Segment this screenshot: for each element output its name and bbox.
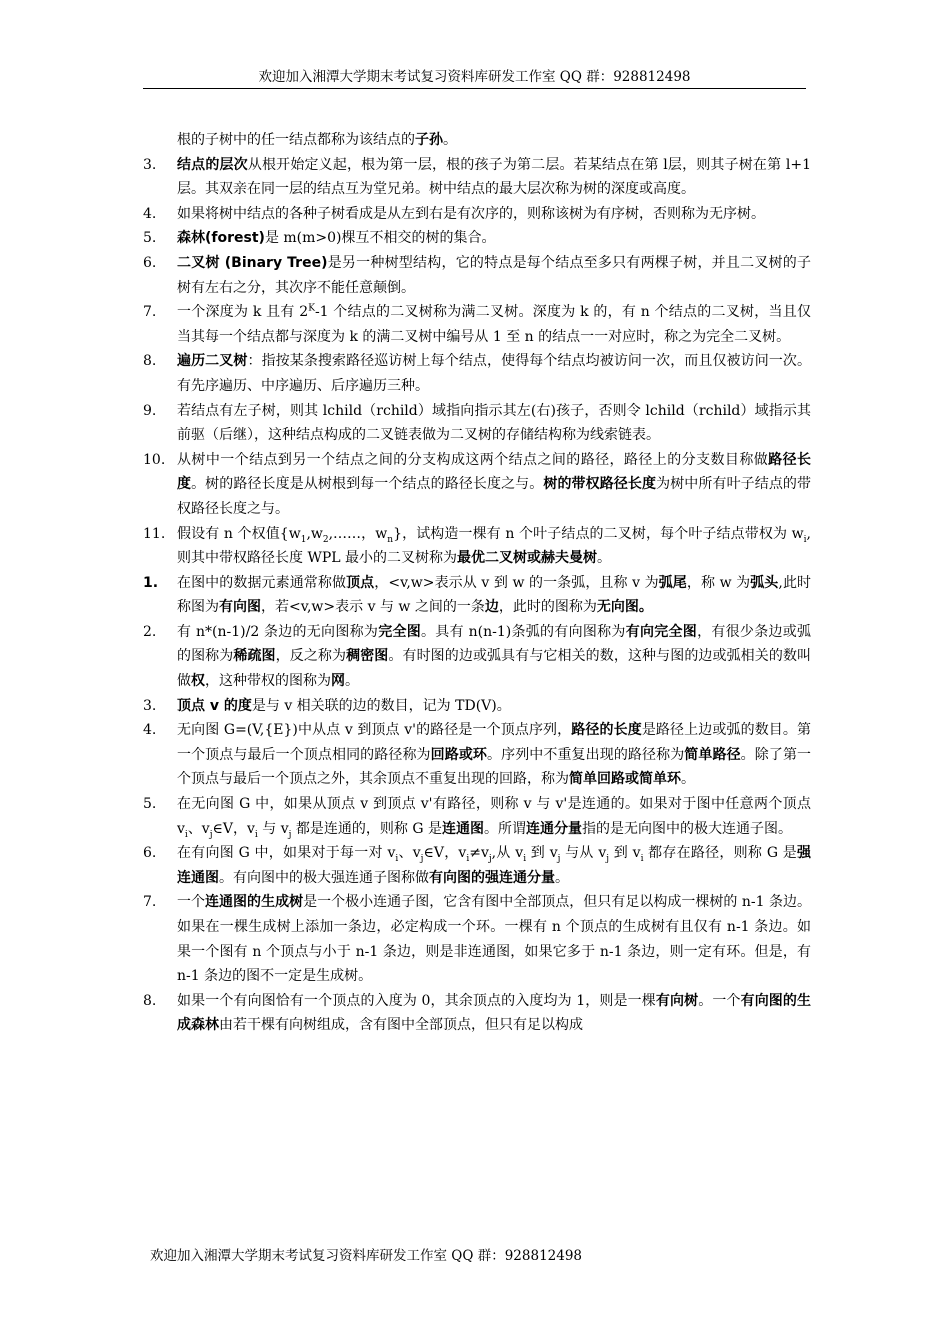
item-number: 9. xyxy=(143,402,157,419)
text-run: ，<v,w>表示从 v 到 w 的一条弧，且称 v 为 xyxy=(374,574,659,591)
subscript: j xyxy=(557,854,561,865)
bold-term: 有向树 xyxy=(655,992,699,1009)
text-run: 是与 v 相关联的边的数目，记为 TD(V)。 xyxy=(251,697,511,714)
text-run: 。有时图的边或弧具有与它相关的数，这种与图的边或弧相关的数叫做 xyxy=(177,648,812,690)
bold-term: 弧头 xyxy=(750,574,779,591)
text-run: ，此时的图称为 xyxy=(498,599,597,616)
text-run: 。一个 xyxy=(698,992,741,1009)
list-item xyxy=(143,989,811,1038)
bold-term: 有向图的生成森林 xyxy=(177,992,812,1034)
bold-term: 无向图。 xyxy=(596,599,653,616)
text-run: ,从 v xyxy=(491,845,524,862)
item-text xyxy=(177,202,811,227)
item-number: 3. xyxy=(143,697,157,714)
text-run: 在无向图 G 中，如果从顶点 v 到顶点 v'有路径，则称 v 与 v'是连通的。如果对于图中任意两个顶点 v xyxy=(177,796,811,837)
list-item xyxy=(143,448,811,522)
text-run: 。 xyxy=(597,550,612,567)
text-run: 到 v xyxy=(609,845,641,862)
bold-term: 顶点 v 的度 xyxy=(177,697,252,714)
text-run: 在有向图 G 中，如果对于每一对 v xyxy=(177,845,396,862)
text-run: ，反之称为 xyxy=(275,648,347,665)
subscript: 2 xyxy=(322,534,329,545)
page-header: 欢迎加入湘潭大学期末考试复习资料库研发工作室 QQ 群：928812498 xyxy=(143,66,806,89)
bold-term: 简单路径 xyxy=(684,746,741,763)
item-number: 7. xyxy=(143,894,157,911)
list-item xyxy=(143,792,811,841)
text-run: }，试构造一棵有 n 个叶子结点的二叉树，每个叶子结点带权为 w xyxy=(393,525,804,542)
text-run: -1 个结点的二叉树称为满二叉树。深度为 k 的，有 n 个结点的二叉树，当且仅当其每一个结点都与深度为 k 的满二叉树中编号从 1 至 n 的结点一一对应时，称之为完全二叉树。 xyxy=(177,304,811,345)
item-number: 5. xyxy=(143,796,157,813)
subscript: j xyxy=(488,854,492,865)
item-number: 2. xyxy=(143,623,157,640)
bold-term: 完全图 xyxy=(378,623,422,640)
list-item xyxy=(143,128,811,153)
subscript: i xyxy=(640,854,644,865)
subscript: j xyxy=(420,854,424,865)
text-run: 、v xyxy=(398,845,421,862)
text-run: ≠v xyxy=(469,845,489,862)
page-footer: 欢迎加入湘潭大学期末考试复习资料库研发工作室 QQ 群：928812498 xyxy=(150,1248,583,1264)
item-text xyxy=(177,399,811,448)
subscript: i xyxy=(466,854,470,865)
bold-term: 顶点 xyxy=(346,574,375,591)
item-text xyxy=(177,349,811,398)
text-run: 是另一种树型结构，它的特点是每个结点至多只有两棵子树，并且二叉树的子树有左右之分，其次序不能任意颠倒。 xyxy=(177,254,812,296)
item-number: 4. xyxy=(143,722,157,739)
text-run: 一个 xyxy=(177,894,206,911)
list-item xyxy=(143,694,811,719)
bold-term: 网 xyxy=(331,673,345,690)
item-text xyxy=(177,890,811,988)
item-text xyxy=(177,620,811,694)
bold-term: 边 xyxy=(484,599,499,616)
text-run: 为树中所有叶子结点的带权路径长度之与。 xyxy=(177,476,812,517)
bold-term: 稠密图 xyxy=(346,648,389,665)
text-run: 。除了第一个顶点与最后一个顶点之外，其余顶点不重复出现的回路，称为 xyxy=(177,746,812,788)
item-text xyxy=(177,841,811,890)
text-run: 。有向图中的极大强连通子图称做 xyxy=(219,869,429,886)
item-number xyxy=(143,128,177,153)
text-run: ，若<v,w>表示 v 与 w 之间的一条 xyxy=(261,599,485,616)
list-item xyxy=(143,202,811,227)
text-run: 根的子树中的任一结点都称为该结点的 xyxy=(177,132,415,148)
subscript: i xyxy=(395,854,399,865)
item-text xyxy=(177,989,811,1038)
text-run: 是 m(m>0)棵互不相交的树的集合。 xyxy=(264,230,496,247)
text-run: 。所谓 xyxy=(483,820,526,837)
bold-term: 二叉树 (Binary Tree) xyxy=(177,254,328,271)
text-run: 从根开始定义起，根为第一层，根的孩子为第二层。若某结点在第 l层，则其子树在第 l+1 层。其双亲在同一层的结点互为堂兄弟。树中结点的最大层次称为树的深度或高度。 xyxy=(177,156,812,198)
list-item xyxy=(143,251,811,300)
list-item xyxy=(143,571,811,620)
text-run: 若结点有左子树，则其 lchild（rchild）域指向指示其左(右)孩子，否则令 lchild（rchild）域指示其前驱（后继），这种结点构成的二叉链表做为二叉树的存储结构称为线索链表。 xyxy=(177,402,811,444)
text-run: 是路径上边或弧的数目。第一个顶点与最后一个顶点相同的路径称为 xyxy=(177,722,812,763)
text-run: 在图中的数据元素通常称做 xyxy=(177,574,347,591)
bold-term: 路径的长度 xyxy=(571,722,642,739)
item-number: 8. xyxy=(143,353,157,370)
list-item xyxy=(143,300,811,349)
item-text xyxy=(177,251,811,300)
text-run: ：指按某条搜索路径巡访树上每个结点，使得每个结点均被访问一次，而且仅被访问一次。有先序遍历、中序遍历、后序遍历三种。 xyxy=(177,353,812,394)
superscript: K xyxy=(308,303,315,314)
bold-term: 简单回路或简单环 xyxy=(569,771,681,788)
bold-term: 弧尾 xyxy=(658,574,687,591)
item-number: 11. xyxy=(143,525,166,542)
item-text xyxy=(177,448,811,522)
subscript: i xyxy=(803,534,807,545)
text-run: ，有很少条边或弧的图称为 xyxy=(177,623,812,665)
list-item xyxy=(143,620,811,694)
text-run: ,此时称图为 xyxy=(177,574,812,616)
text-run: 从树中一个结点到另一个结点之间的分支构成这两个结点之间的路径，路径上的分支数目称做 xyxy=(177,451,769,468)
item-text xyxy=(177,718,811,792)
text-run: 都存在路径，则称 G 是 xyxy=(643,845,797,862)
text-run: 无向图 G=(V,{E})中从点 v 到顶点 v'的路径是一个顶点序列， xyxy=(177,722,572,739)
item-number: 6. xyxy=(143,254,157,271)
subscript: n xyxy=(387,534,394,545)
bold-term: 森林(forest) xyxy=(177,230,265,247)
bold-term: 回路或环 xyxy=(430,746,488,763)
item-text xyxy=(177,300,811,349)
text-run: ，这种带权的图称为 xyxy=(205,673,331,690)
text-run: 如果一个有向图恰有一个顶点的入度为 0，其余顶点的入度均为 1，则是一棵 xyxy=(177,992,656,1009)
subscript: i xyxy=(254,829,258,840)
document-body xyxy=(143,128,811,1038)
bold-term: 强连通图 xyxy=(177,845,811,886)
item-text xyxy=(177,226,811,251)
bold-term: 连通图 xyxy=(441,820,484,837)
item-number: 10. xyxy=(143,451,166,468)
item-text xyxy=(177,792,811,841)
text-run: 。树的路径长度是从树根到每一个结点的路径长度之与。 xyxy=(191,476,544,493)
item-text xyxy=(177,571,811,620)
bold-term: 最优二叉树或赫夫曼树 xyxy=(457,550,598,567)
text-run: 指的是无向图中的极大连通子图。 xyxy=(581,820,792,837)
text-run: 。 xyxy=(681,771,695,788)
list-item xyxy=(143,890,811,988)
list-item xyxy=(143,522,811,571)
subscript: j xyxy=(209,829,213,840)
text-run: 与 v xyxy=(257,820,289,837)
list-item xyxy=(143,349,811,398)
text-run: 。具有 n(n-1)条弧的有向图称为 xyxy=(421,623,626,640)
text-run: 由若干棵有向树组成，含有图中全部顶点，但只有足以构成 xyxy=(219,1017,583,1034)
text-run: 到 v xyxy=(526,845,558,862)
list-item xyxy=(143,841,811,890)
item-text xyxy=(177,522,811,571)
text-run: ，称 w 为 xyxy=(686,574,751,591)
list-item xyxy=(143,153,811,202)
list-item xyxy=(143,718,811,792)
subscript: 1 xyxy=(300,534,307,545)
text-run: 、v xyxy=(187,820,210,837)
text-run: ∈V，v xyxy=(212,820,255,837)
text-run: 假设有 n 个权值{w xyxy=(177,525,301,542)
subscript: i xyxy=(523,854,527,865)
item-text xyxy=(177,128,811,153)
text-run: 。序列中不重复出现的路径称为 xyxy=(487,746,685,763)
item-text xyxy=(177,153,811,202)
text-run: 有 n*(n-1)/2 条边的无向图称为 xyxy=(177,623,379,640)
bold-term: 连通分量 xyxy=(525,820,582,837)
item-number: 5. xyxy=(143,230,157,247)
bold-term: 遍历二叉树 xyxy=(177,353,248,370)
text-run: 。 xyxy=(443,132,457,148)
text-run: 。 xyxy=(555,869,569,886)
text-run: ,则其中带权路径长度 WPL 最小的二叉树称为 xyxy=(177,525,811,567)
subscript: j xyxy=(288,829,292,840)
text-run: 如果将树中结点的各种子树看成是从左到右是有次序的，则称该树为有序树，否则称为无序树。 xyxy=(177,205,765,222)
item-number: 1. xyxy=(143,574,159,591)
text-run: 都是连通的，则称 G 是 xyxy=(291,820,442,837)
text-run: 一个深度为 k 且有 2 xyxy=(177,304,309,321)
bold-term: 连通图的生成树 xyxy=(205,894,304,911)
item-number: 3. xyxy=(143,156,157,173)
item-number: 8. xyxy=(143,992,157,1009)
bold-term: 稀疏图 xyxy=(233,648,276,665)
bold-term: 路径长度 xyxy=(177,451,812,493)
bold-term: 结点的层次 xyxy=(177,156,248,173)
bold-term: 有向图 xyxy=(219,599,261,616)
bold-term: 权 xyxy=(191,673,205,690)
bold-term: 树的带权路径长度 xyxy=(543,476,657,493)
text-run: ,w xyxy=(306,525,323,542)
bold-term: 子孙 xyxy=(415,132,443,148)
item-number: 4. xyxy=(143,205,157,222)
item-text xyxy=(177,694,811,719)
text-run: ,……，w xyxy=(328,525,388,542)
text-run: 是一个极小连通子图，它含有图中全部顶点，但只有足以构成一棵树的 n-1 条边。如果在一棵生成树上添加一条边，必定构成一个环。一棵有 n 个顶点的生成树有且仅有 n-1 条边。如果一个图有 n 个顶点与小于 n-1 条边，则是非连通图，如果它多于 n-1 条边，则一定有环。但是，有 n-1 条边的图不一定是生成树。 xyxy=(177,894,812,985)
subscript: i xyxy=(184,829,188,840)
bold-term: 有向完全图 xyxy=(625,623,698,640)
bold-term: 有向图的强连通分量 xyxy=(429,869,555,886)
item-number: 7. xyxy=(143,304,157,321)
text-run: 。 xyxy=(345,673,359,690)
list-item xyxy=(143,226,811,251)
text-run: ∈V，v xyxy=(423,845,467,862)
list-item xyxy=(143,399,811,448)
item-number: 6. xyxy=(143,845,157,862)
subscript: j xyxy=(606,854,610,865)
text-run: 与从 v xyxy=(560,845,607,862)
